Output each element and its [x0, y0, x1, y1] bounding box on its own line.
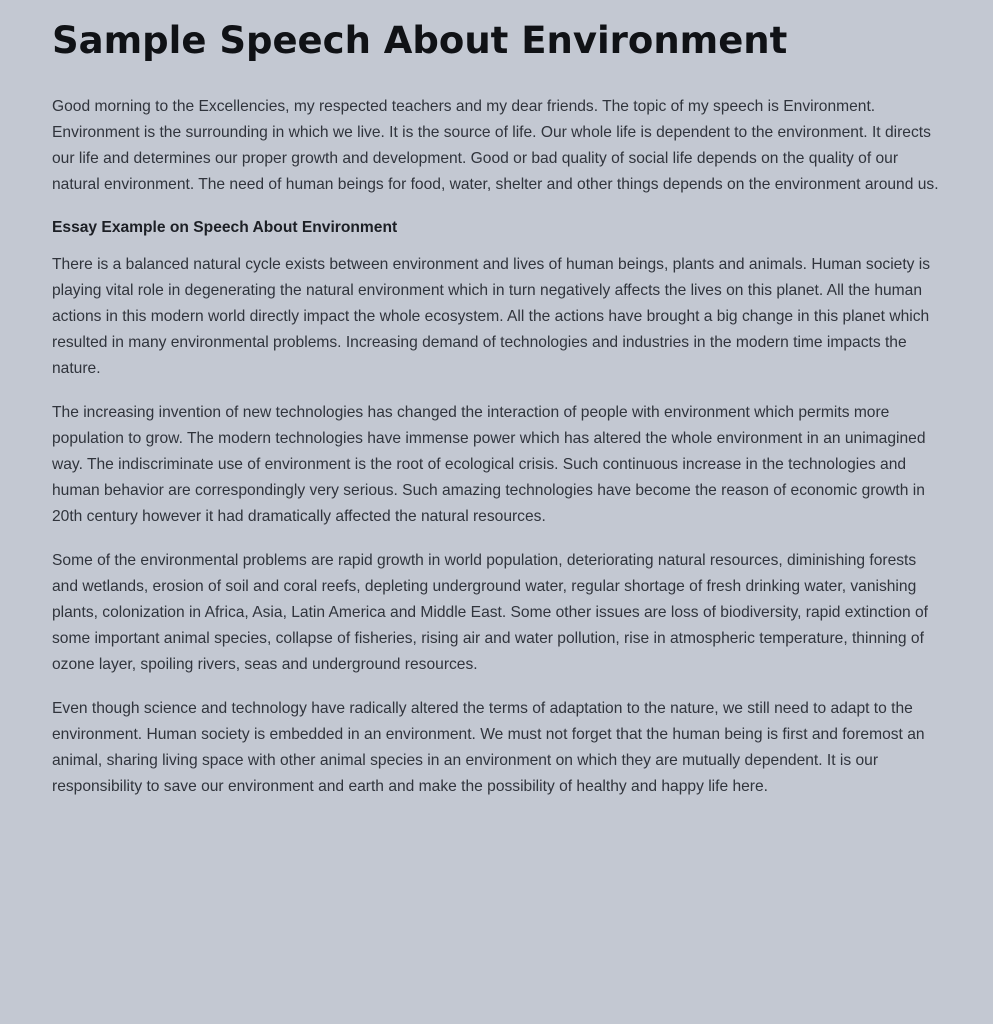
intro-paragraph: Good morning to the Excellencies, my respected teachers and my dear friends. The topic of my speech is Environment. Environment is the surrounding in which we live. It is the source of life. Our whole life is dependent to the environment. It directs our life and determines our proper growth and development. Good or bad quality of social life depends on the quality of our natural environment. The need of human beings for food, water, shelter and other things depends on the environment around us.: [52, 98, 939, 193]
section-subheading: Essay Example on Speech About Environment: [52, 219, 398, 236]
body-paragraph-2: The increasing invention of new technologies has changed the interaction of people with environment which permits more population to grow. The modern technologies have immense power which has altered the whole environment in an unimagined way. The indiscriminate use of environment is the root of ecological crisis. Such continuous increase in the technologies and human behavior are correspondingly very serious. Such amazing technologies have become the reason of economic growth in 20th century however it had dramatically affected the natural resources.: [52, 404, 926, 525]
page-title: Sample Speech About Environment: [52, 19, 788, 62]
body-paragraph-4: Even though science and technology have radically altered the terms of adaptation to the nature, we still need to adapt to the environment. Human society is embedded in an environment. We must not forget that the human being is first and foremost an animal, sharing living space with other animal species in an environment on which they are mutually dependent. It is our responsibility to save our environment and earth and make the possibility of healthy and happy life here.: [52, 700, 925, 795]
body-paragraph-1: There is a balanced natural cycle exists between environment and lives of human beings, plants and animals. Human society is playing vital role in degenerating the natural environment which in turn negatively affects the lives on this planet. All the human actions in this modern world directly impact the whole ecosystem. All the actions have brought a big change in this planet which resulted in many environmental problems. Increasing demand of technologies and industries in the modern time impacts the nature.: [52, 256, 931, 377]
body-paragraph-3: Some of the environmental problems are rapid growth in world population, deteriorating natural resources, diminishing forests and wetlands, erosion of soil and coral reefs, depleting underground water, regular shortage of fresh drinking water, vanishing plants, colonization in Africa, Asia, Latin America and Middle East. Some other issues are loss of biodiversity, rapid extinction of some important animal species, collapse of fisheries, rising air and water pollution, rise in atmospheric temperature, thinning of ozone layer, spoiling rivers, seas and underground resources.: [52, 552, 929, 673]
